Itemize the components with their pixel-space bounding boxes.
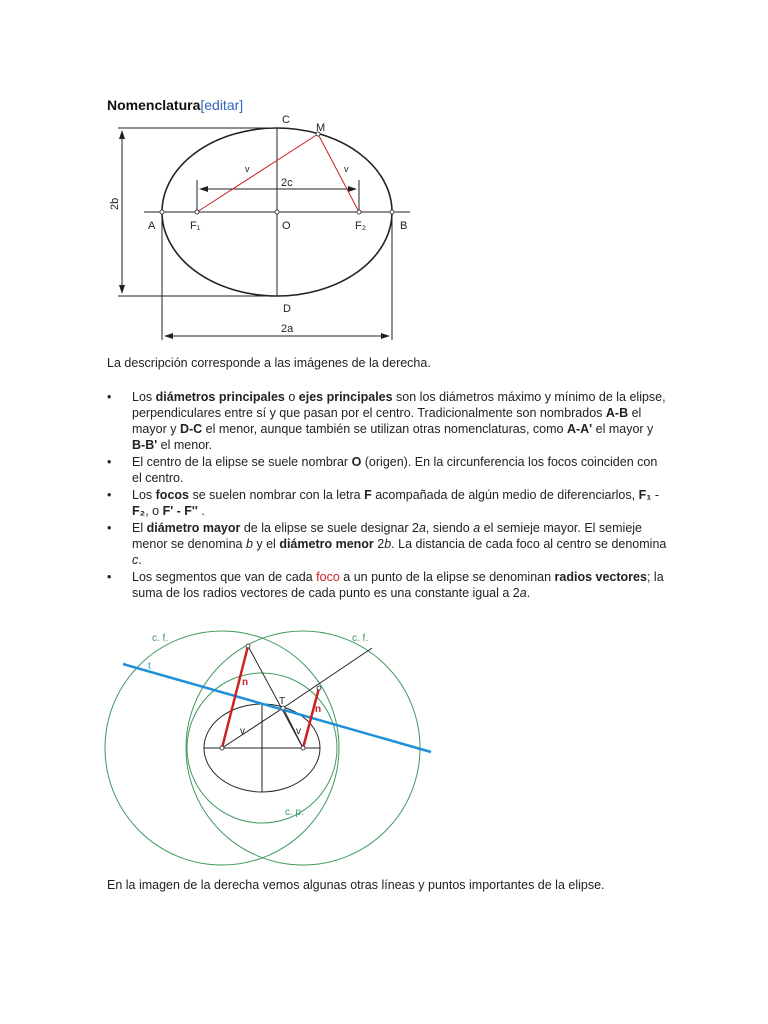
label-n-upper: n [242, 677, 249, 688]
label-cf-right: c. f. [352, 633, 369, 644]
label-c: C [282, 114, 290, 126]
definitions-list [107, 389, 667, 602]
point-upper [246, 644, 250, 648]
list-item: • El diámetro mayor de la elipse se suele designar 2a, siendo a el semieje mayor. El semieje menor se denomina b y el diámetro menor 2b. La distancia de cada foco al centro se denomina c. [107, 521, 667, 567]
point-f2-2 [301, 746, 305, 750]
normal-segment-right [303, 688, 322, 748]
label-cp: c. p. [285, 807, 304, 818]
point-f2 [357, 210, 361, 214]
label-v-right: v [344, 164, 349, 174]
label-m: M [316, 122, 326, 134]
foco-link[interactable]: foco [316, 570, 340, 584]
line-to-upper-point [248, 646, 303, 748]
label-v-left: v [245, 164, 250, 174]
list-item: • Los segmentos que van de cada foco a un punto de la elipse se denominan radios vectores; la suma de los radios vectores de cada punto es una constante igual a 2a. [107, 570, 664, 600]
label-v-right-2: v [296, 726, 301, 737]
label-t-point: T [279, 696, 286, 707]
label-o: O [282, 220, 291, 232]
label-t-line: t [148, 661, 151, 672]
edit-link[interactable]: [editar] [200, 97, 244, 113]
label-2b: 2b [109, 197, 121, 210]
point-b [390, 210, 394, 214]
closing-paragraph: En la imagen de la derecha vemos algunas otras líneas y puntos importantes de la elipse. [107, 878, 605, 892]
point-f1 [195, 210, 199, 214]
point-right [317, 686, 321, 690]
ellipse-tangent-figure [0, 610, 768, 870]
label-2a: 2a [281, 323, 294, 335]
list-item: • Los diámetros principales o ejes principales son los diámetros máximo y mínimo de la elipse, perpendiculares entre sí y que pasan por el centro. Tradicionalmente son nombrados A-B el mayor y D-C el menor, aunque también se utilizan otras nomenclaturas, como A-A' el mayor y B-B' el menor. [107, 390, 666, 452]
ellipse-nomenclature-figure [0, 0, 768, 350]
label-2c: 2c [281, 177, 293, 189]
label-v-left-2: v [240, 726, 245, 737]
label-b: B [400, 220, 408, 232]
label-cf-left: c. f. [152, 633, 169, 644]
list-item: • Los focos se suelen nombrar con la letra F acompañada de algún medio de diferenciarlos, F₁ - F₂, o F' - F'' . [107, 488, 660, 518]
label-n-right: n [315, 704, 322, 715]
point-f1-2 [220, 746, 224, 750]
list-item: • El centro de la elipse se suele nombrar O (origen). En la circunferencia los focos coinciden con el centro. [107, 455, 658, 485]
tangent-line [123, 664, 431, 752]
line-extension-right [283, 648, 372, 708]
label-a: A [148, 220, 156, 232]
focal-radius-right [318, 134, 359, 212]
point-a [160, 210, 164, 214]
label-f1: F₁ [190, 220, 201, 232]
section-title: Nomenclatura [107, 97, 201, 113]
label-f2: F₂ [355, 220, 366, 232]
point-o [275, 210, 279, 214]
figure-description: La descripción corresponde a las imágenes de la derecha. [107, 356, 431, 370]
label-d: D [283, 303, 291, 315]
focal-radius-left [197, 134, 318, 212]
